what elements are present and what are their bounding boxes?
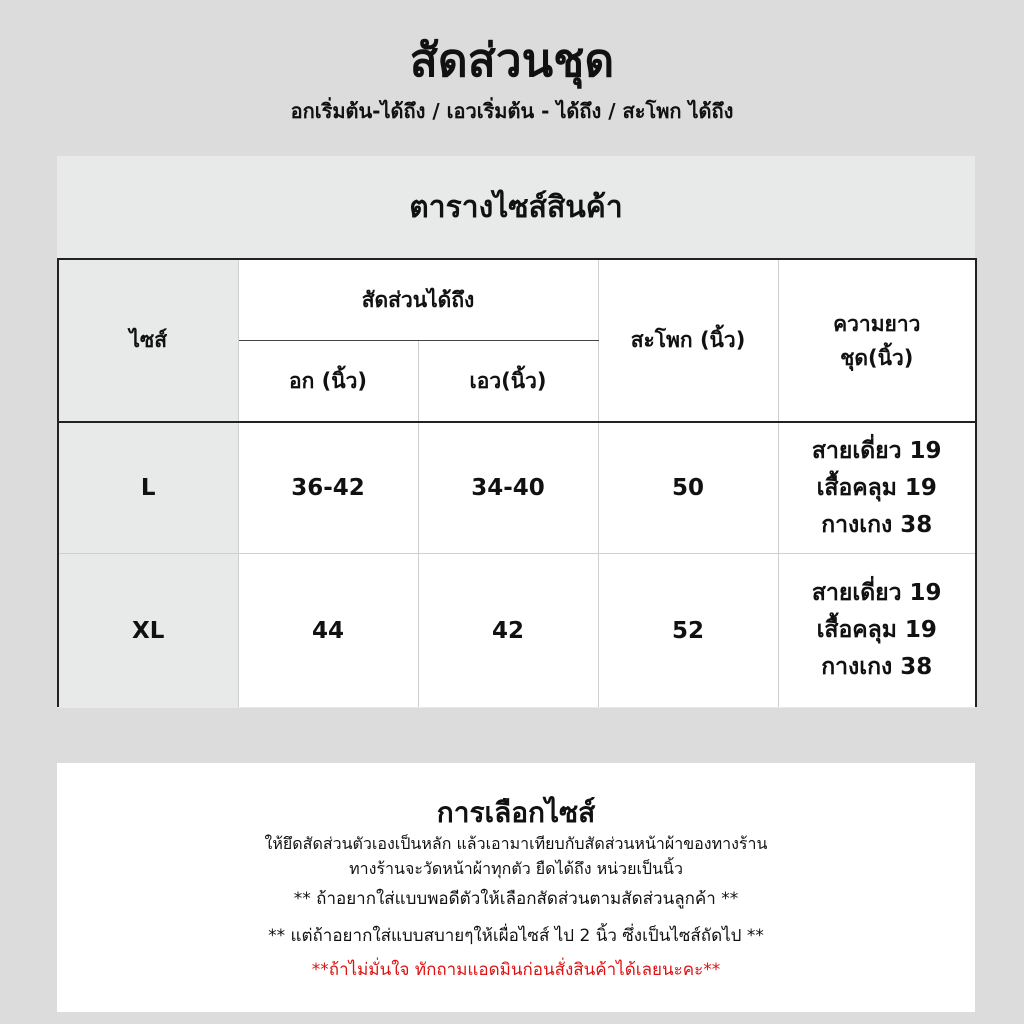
size-table-panel [57, 156, 975, 708]
row-chest: 44 [238, 554, 418, 708]
length-item: สายเดี่ยว 19 [811, 437, 942, 464]
length-item: เสื้อคลุม 19 [816, 617, 937, 643]
row-waist: 34-40 [418, 422, 598, 554]
header-length-line1: ความยาว [833, 311, 921, 336]
header-chest: อก (นิ้ว) [238, 341, 418, 423]
guide-line: ** แต่ถ้าอยากใส่แบบสบายๆให้เผื่อไซส์ ไป 2 นิ้ว ซึ่งเป็นไซส์ถัดไป ** [268, 926, 764, 946]
guide-line: ให้ยึดสัดส่วนตัวเองเป็นหลัก แล้วเอามาเทียบกับสัดส่วนหน้าผ้าของทางร้าน [264, 834, 768, 853]
row-size: L [58, 422, 238, 554]
table-header-row [58, 259, 976, 341]
table-row [58, 554, 976, 708]
length-item: สายเดี่ยว 19 [811, 580, 942, 606]
guide-title: การเลือกไซส์ [436, 796, 596, 829]
page-subtitle: อกเริ่มต้น-ได้ถึง / เอวเริ่มต้น - ได้ถึง / สะโพก ได้ถึง [290, 99, 734, 123]
size-guide-panel [57, 763, 975, 1012]
row-length [778, 422, 976, 554]
guide-line: ทางร้านจะวัดหน้าผ้าทุกตัว ยืดได้ถึง หน่วยเป็นนิ้ว [349, 859, 683, 878]
header-length-line2: ชุด(นิ้ว) [840, 345, 914, 370]
row-size: XL [58, 554, 238, 708]
table-row [58, 422, 976, 554]
guide-line: ** ถ้าอยากใส่แบบพอดีตัวให้เลือกสัดส่วนตามสัดส่วนลูกค้า ** [293, 889, 739, 909]
header-hip: สะโพก (นิ้ว) [598, 259, 778, 422]
header-length [778, 259, 976, 422]
header-size: ไซส์ [58, 259, 238, 422]
row-chest: 36-42 [238, 422, 418, 554]
header-waist: เอว(นิ้ว) [418, 341, 598, 423]
length-item: กางเกง 38 [821, 511, 933, 538]
row-waist: 42 [418, 554, 598, 708]
row-length [778, 554, 976, 708]
guide-warning: **ถ้าไม่มั่นใจ ทักถามแอดมินก่อนสั่งสินค้าได้เลยนะคะ** [311, 960, 721, 980]
header-range-group: สัดส่วนได้ถึง [238, 259, 598, 341]
page-title: สัดส่วนชุด [409, 33, 615, 87]
length-item: เสื้อคลุม 19 [816, 474, 937, 501]
row-hip: 52 [598, 554, 778, 708]
length-item: กางเกง 38 [821, 654, 933, 680]
size-table-title: ตารางไซส์สินค้า [409, 189, 623, 225]
size-table [57, 258, 977, 707]
row-hip: 50 [598, 422, 778, 554]
